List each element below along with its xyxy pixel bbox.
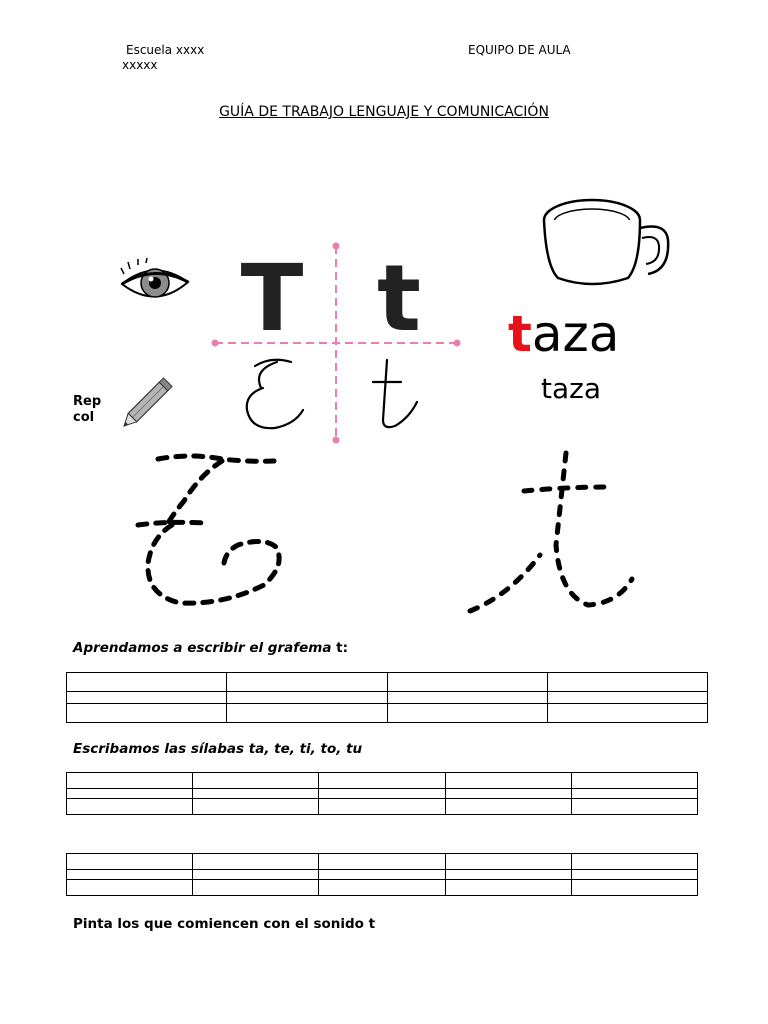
writing-cell[interactable]: [387, 692, 547, 704]
writing-cell[interactable]: [193, 880, 319, 896]
writing-cell[interactable]: [445, 870, 571, 880]
writing-cell[interactable]: [319, 789, 445, 799]
writing-cell[interactable]: [571, 870, 697, 880]
dotted-uppercase-t-tracing: [128, 445, 298, 615]
page-title: GUÍA DE TRABAJO LENGUAJE Y COMUNICACIÓN: [219, 104, 549, 120]
grapheme-instruction: [73, 640, 348, 656]
word-rest: aza: [531, 305, 620, 363]
syllables-instruction: Escribamos las sílabas ta, te, ti, to, tu: [73, 741, 363, 757]
writing-cell[interactable]: [387, 704, 547, 723]
grapheme-letter: t:: [336, 640, 349, 656]
writing-cell[interactable]: [571, 880, 697, 896]
writing-cell[interactable]: [227, 704, 387, 723]
writing-cell[interactable]: [319, 854, 445, 870]
writing-cell[interactable]: [193, 799, 319, 815]
writing-cell[interactable]: [67, 880, 193, 896]
writing-cell[interactable]: [547, 673, 707, 692]
table-row: [67, 870, 698, 880]
school-name: Escuela xxxx: [126, 43, 205, 57]
pencil-icon: [118, 372, 178, 432]
writing-cell[interactable]: [319, 773, 445, 789]
word-taza-large: [508, 304, 619, 364]
writing-cell[interactable]: [67, 673, 227, 692]
writing-cell[interactable]: [67, 789, 193, 799]
table-row: [67, 854, 698, 870]
writing-grid-1: [66, 672, 708, 723]
writing-cell[interactable]: [193, 854, 319, 870]
writing-cell[interactable]: [571, 773, 697, 789]
word-first-letter: t: [508, 305, 532, 363]
uppercase-print-letter: T: [240, 245, 304, 352]
cut-instruction-line1: Rep: [73, 394, 102, 409]
writing-cell[interactable]: [547, 704, 707, 723]
writing-cell[interactable]: [319, 880, 445, 896]
table-row: [67, 880, 698, 896]
writing-cell[interactable]: [67, 870, 193, 880]
writing-cell[interactable]: [319, 870, 445, 880]
uppercase-cursive-letter: [247, 360, 303, 428]
writing-cell[interactable]: [445, 789, 571, 799]
table-row: [67, 799, 698, 815]
writing-grid-2: [66, 772, 698, 815]
writing-cell[interactable]: [193, 870, 319, 880]
writing-cell[interactable]: [67, 692, 227, 704]
lowercase-print-letter: t: [377, 245, 421, 352]
eye-icon: [118, 258, 192, 308]
word-taza-small: taza: [541, 372, 601, 405]
writing-cell[interactable]: [445, 773, 571, 789]
writing-cell[interactable]: [193, 773, 319, 789]
school-name-line2: xxxxx: [122, 58, 158, 72]
cut-instruction: [73, 394, 101, 426]
cut-instruction-line2: col: [73, 410, 95, 425]
writing-cell[interactable]: [227, 673, 387, 692]
dotted-lowercase-t-tracing: [460, 445, 640, 617]
table-row: [67, 692, 708, 704]
lowercase-cursive-letter: [373, 360, 417, 427]
writing-cell[interactable]: [445, 880, 571, 896]
writing-cell[interactable]: [67, 799, 193, 815]
team-label: EQUIPO DE AULA: [468, 43, 571, 57]
table-row: [67, 673, 708, 692]
writing-cell[interactable]: [571, 789, 697, 799]
letter-guide-chart: [205, 238, 470, 448]
writing-cell[interactable]: [193, 789, 319, 799]
writing-cell[interactable]: [67, 854, 193, 870]
table-row: [67, 773, 698, 789]
cup-icon: [528, 186, 678, 294]
writing-cell[interactable]: [387, 673, 547, 692]
writing-cell[interactable]: [445, 799, 571, 815]
writing-cell[interactable]: [547, 692, 707, 704]
grapheme-instruction-text: Aprendamos a escribir el grafema: [73, 640, 337, 656]
table-row: [67, 789, 698, 799]
writing-grid-3: [66, 853, 698, 896]
writing-cell[interactable]: [571, 854, 697, 870]
writing-cell[interactable]: [445, 854, 571, 870]
writing-cell[interactable]: [319, 799, 445, 815]
writing-cell[interactable]: [227, 692, 387, 704]
writing-cell[interactable]: [67, 704, 227, 723]
writing-cell[interactable]: [571, 799, 697, 815]
paint-instruction: Pinta los que comiencen con el sonido t: [73, 916, 376, 932]
writing-cell[interactable]: [67, 773, 193, 789]
table-row: [67, 704, 708, 723]
